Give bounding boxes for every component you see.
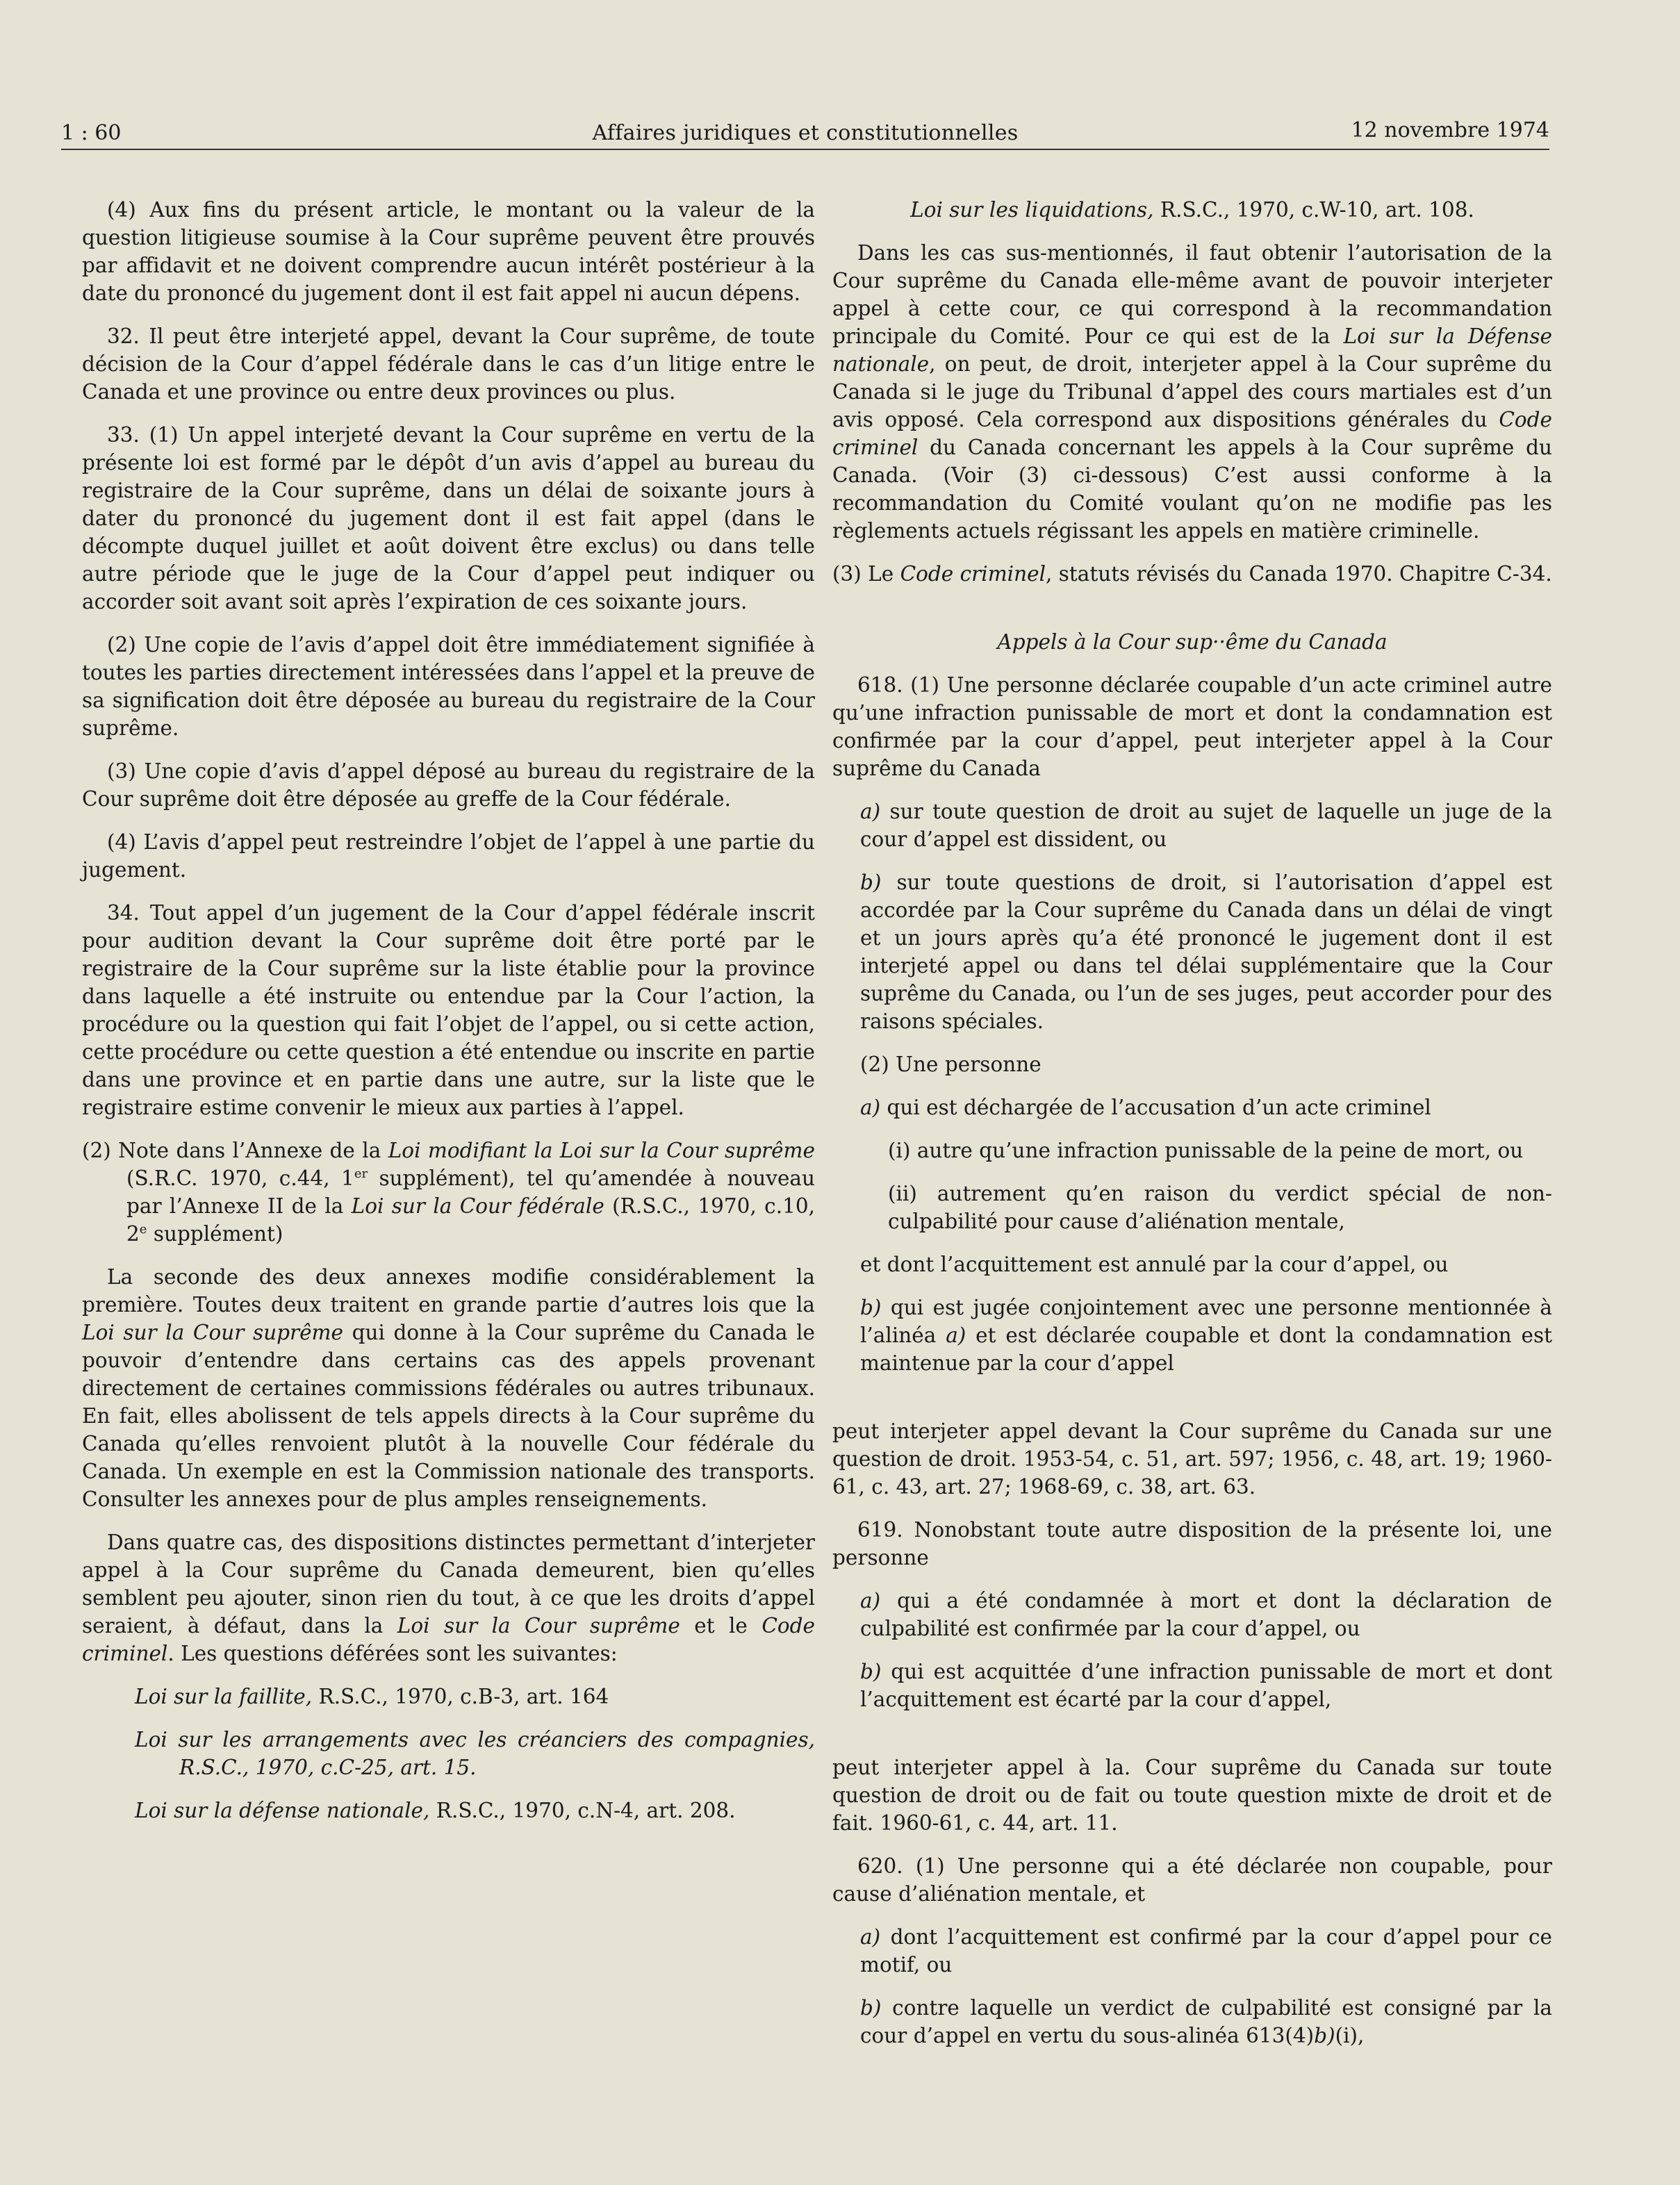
law-title: Loi sur les liquidations, [910,198,1154,222]
left-column [82,196,815,1840]
text-run: supplément) [147,1222,283,1246]
text-run: , statuts révisés du Canada 1970. Chapitre C-34. [1046,562,1552,586]
list-item [832,1923,1552,1979]
paragraph: 620. (1) Une personne qui a été déclarée non coupable, pour cause d’aliénation mentale, et [832,1854,1552,1906]
text-run: sur toute question de droit au sujet de laquelle un juge de la cour d’appel est dissident, ou [860,800,1552,851]
header-rule [61,149,1549,150]
paragraph: 619. Nonobstant toute autre disposition de la présente loi, une personne [832,1518,1552,1569]
text-run: qui est déchargée de l’accusation d’un acte criminel [880,1096,1431,1119]
page-number: 1 : 60 [61,121,122,145]
paragraph: (3) Une copie d’avis d’appel déposé au bureau du registraire de la Cour suprême doit être déposée au greffe de la Cour fédérale. [82,759,815,811]
superscript: e [139,1222,147,1237]
item-letter: b) [860,1660,882,1683]
list-item [832,1587,1552,1642]
text-run: du Canada concernant les appels à la Cour suprême du Canada. (Voir (3) ci-dessous) C’est aussi conforme à la recommandation du Comité voulant qu’on ne modifie pas les règlements actuels régissant les appels en matière criminelle. [832,436,1552,543]
note-paragraph [82,1137,815,1248]
law-title: Code criminel [832,408,1552,459]
law-title: Code criminel [82,1614,815,1665]
list-item [832,1294,1552,1377]
text-run: R.S.C., 1970, c.W-10, art. 108. [1153,198,1474,222]
spacer [832,1392,1552,1417]
law-title: Code criminel [900,562,1046,586]
text-run: , on peut, de droit, interjeter appel à la Cour suprême du Canada si le juge du Tribunal d’appel des cours martiales est d’un avis opposé. Cela correspond aux dispositions générales du [832,352,1552,431]
law-title: Loi sur la défense nationale, [135,1799,430,1822]
text-run: et le [680,1614,762,1638]
list-item: (i) autre qu’une infraction punissable de la peine de mort, ou [888,1139,1524,1162]
text-run: Dans les cas sus-mentionnés, il faut obtenir l’autorisation de la Cour suprême du Canada elle-même avant de pouvoir interjeter appel à cette cour, ce qui correspond à la recommandation principale du Comité. Pour ce qui est de la [832,241,1552,348]
paragraph: 33. (1) Un appel interjeté devant la Cour suprême en vertu de la présente loi est formé par le dépôt d’un avis d’appel au bureau du registraire de la Cour suprême, dans un délai de soixante jours à dater du prononcé du jugement dont il est fait appel (dans le décompte duquel juillet et août doivent être exclus) ou dans telle autre période que le juge de la Cour d’appel peut indiquer ou accorder soit avant soit après l’expiration de ces soixante jours. [82,423,815,613]
paragraph: 34. Tout appel d’un jugement de la Cour d’appel fédérale inscrit pour audition devant la Cour suprême doit être porté par le registraire de la Cour suprême sur la liste établie pour la province dans laquelle a été instruite ou entendue par la Cour l’action, la procédure ou la question qui fait l’objet de l’appel, ou si cette action, cette procédure ou cette question a été entendue ou inscrite en partie dans une province et en partie dans une autre, sur la liste que le registraire estime convenir le mieux aux parties à l’appel. [82,901,815,1119]
list-item [832,1994,1552,2050]
paragraph: peut interjeter appel devant la Cour suprême du Canada sur une question de droit. 1953-54, c. 51, art. 597; 1956, c. 48, art. 19; 1960-61, c. 43, art. 27; 1968-69, c. 38, art. 63. [832,1419,1552,1499]
text-run: dont l’acquittement est confirmé par la cour d’appel pour ce motif, ou [860,1925,1552,1977]
paragraph [82,1528,815,1667]
text-run: qui est acquittée d’une infraction punissable de mort et dont l’acquittement est écarté par la cour d’appel, [860,1660,1552,1711]
paragraph: (4) Aux fins du présent article, le montant ou la valeur de la question litigieuse soumise à la Cour suprême peuvent être prouvés par affidavit et ne doivent comprendre aucun intérêt postérieur à la date du prononcé du jugement dont il est fait appel ni aucun dépens. [82,198,815,305]
law-title: Loi sur la Cour fédérale [351,1194,604,1218]
law-reference [82,1797,815,1824]
text-run: et est déclarée coupable et dont la condamnation est maintenue par la cour d’appel [860,1324,1552,1375]
text-run: (3) Le [832,562,900,586]
text-run: (S.R.C. 1970, c.44, 1 [126,1166,354,1190]
paragraph [832,560,1552,588]
item-letter: b) [860,1296,882,1319]
text-run: La seconde des deux annexes modifie considérablement la première. Toutes deux traitent en grande partie d’autres lois que la [82,1265,815,1317]
header-date: 12 novembre 1974 [1351,118,1549,142]
list-item [832,868,1552,1035]
law-title: Loi sur la Cour suprême [82,1321,343,1344]
paragraph: 32. Il peut être interjeté appel, devant la Cour suprême, de toute décision de la Cour d’appel fédérale dans le cas d’un litige entre le Canada et une province ou entre deux provinces ou plus. [82,324,815,404]
item-letter: a) [860,1925,881,1949]
law-title: Loi modifiant la Loi sur la Cour suprême [388,1139,815,1162]
paragraph [832,239,1552,545]
law-reference [832,196,1552,224]
paragraph [82,1263,815,1513]
right-column [832,196,1552,2065]
text-run: qui est jugée conjointement avec une personne mentionnée à l’alinéa [860,1296,1552,1347]
paragraph: et dont l’acquittement est annulé par la cour d’appel, ou [860,1253,1449,1276]
law-title: Loi sur la Cour suprême [397,1614,680,1638]
text-run: (R.S.C., 1970, c.10, 2 [126,1194,815,1246]
paragraph: (4) L’avis d’appel peut restreindre l’objet de l’appel à une partie du jugement. [82,830,815,882]
text-run: supplément), tel qu’amendée à nouveau par l’Annexe II de la [126,1166,815,1218]
text-run: Dans quatre cas, des dispositions distinctes permettant d’interjeter appel à la Cour suprême du Canada demeurent, bien qu’elles semblent peu ajouter, sinon rien du tout, à ce que les droits d’appel seraient, à défaut, dans la [82,1531,815,1638]
item-letter: b) [860,1996,882,2020]
item-letter: b) [1314,2024,1335,2047]
item-letter: a) [860,1096,881,1119]
paragraph: (2) Une personne [860,1053,1041,1076]
section-heading: Appels à la Cour sup··ême du Canada [997,630,1387,654]
law-reference [82,1683,815,1710]
running-title: Affaires juridiques et constitutionnelles [592,121,1019,145]
text-run: qui a été condamnée à mort et dont la déclaration de culpabilité est confirmée par la cour d’appel, ou [860,1589,1552,1640]
text-run: . Les questions déférées sont les suivantes: [167,1642,618,1665]
superscript: er [354,1166,368,1182]
page-header [61,111,1549,153]
list-item [832,798,1552,853]
spacer [832,1729,1552,1754]
text-run: (2) Note dans l’Annexe de la [82,1139,388,1162]
item-letter: a) [946,1324,966,1347]
list-item: (ii) autrement qu’en raison du verdict spécial de non-culpabilité pour cause d’aliénation mentale, [888,1182,1552,1233]
text-run: (i), [1335,2024,1365,2047]
paragraph: peut interjeter appel à la. Cour suprême du Canada sur toute question de droit ou de fait ou toute question mixte de droit et de fait. 1960-61, c. 44, art. 11. [832,1756,1552,1835]
text-run: qui donne à la Cour suprême du Canada le pouvoir d’entendre dans certains cas des appels provenant directement de certaines commissions fédérales ou autres tribunaux. En fait, elles abolissent de tels appels directs à la Cour suprême du Canada qu’elles renvoient plutôt à la nouvelle Cour fédérale du Canada. Un exemple en est la Commission nationale des transports. Consulter les annexes pour de plus amples renseignements. [82,1321,815,1511]
text-run: sur toute questions de droit, si l’autorisation d’appel est accordée par la Cour suprême du Canada dans un délai de vingt et un jours après qu’a été prononcé le jugement dont il est interjeté appel ou dans tel délai supplémentaire que la Cour suprême du Canada, ou l’un de ses juges, peut accorder pour des raisons spéciales. [860,871,1552,1033]
item-letter: b) [860,871,882,894]
paragraph: 618. (1) Une personne déclarée coupable d’un acte criminel autre qu’une infraction punissable de mort et dont la condamnation est confirmée par la cour d’appel, peut interjeter appel à la Cour suprême du Canada [832,673,1552,780]
list-item [832,1094,1552,1121]
spacer [832,603,1552,628]
list-item [832,1658,1552,1713]
text-run: R.S.C., 1970, c.B-3, art. 164 [312,1685,609,1708]
law-title: Loi sur la faillite, [135,1685,313,1708]
item-letter: a) [860,1589,881,1613]
paragraph: (2) Une copie de l’avis d’appel doit être immédiatement signifiée à toutes les parties directement intéressées dans l’appel et la preuve de sa signification doit être déposée au bureau du registraire de la Cour suprême. [82,633,815,740]
text-run: R.S.C., 1970, c.N-4, art. 208. [429,1799,736,1822]
text-run: contre laquelle un verdict de culpabilité est consigné par la cour d’appel en vertu du sous-alinéa 613(4) [860,1996,1552,2047]
law-reference: Loi sur les arrangements avec les créanciers des compagnies, R.S.C., 1970, c.C-25, art. 15. [135,1728,815,1779]
item-letter: a) [860,800,881,823]
law-title: Loi sur la Défense nationale [832,324,1553,376]
